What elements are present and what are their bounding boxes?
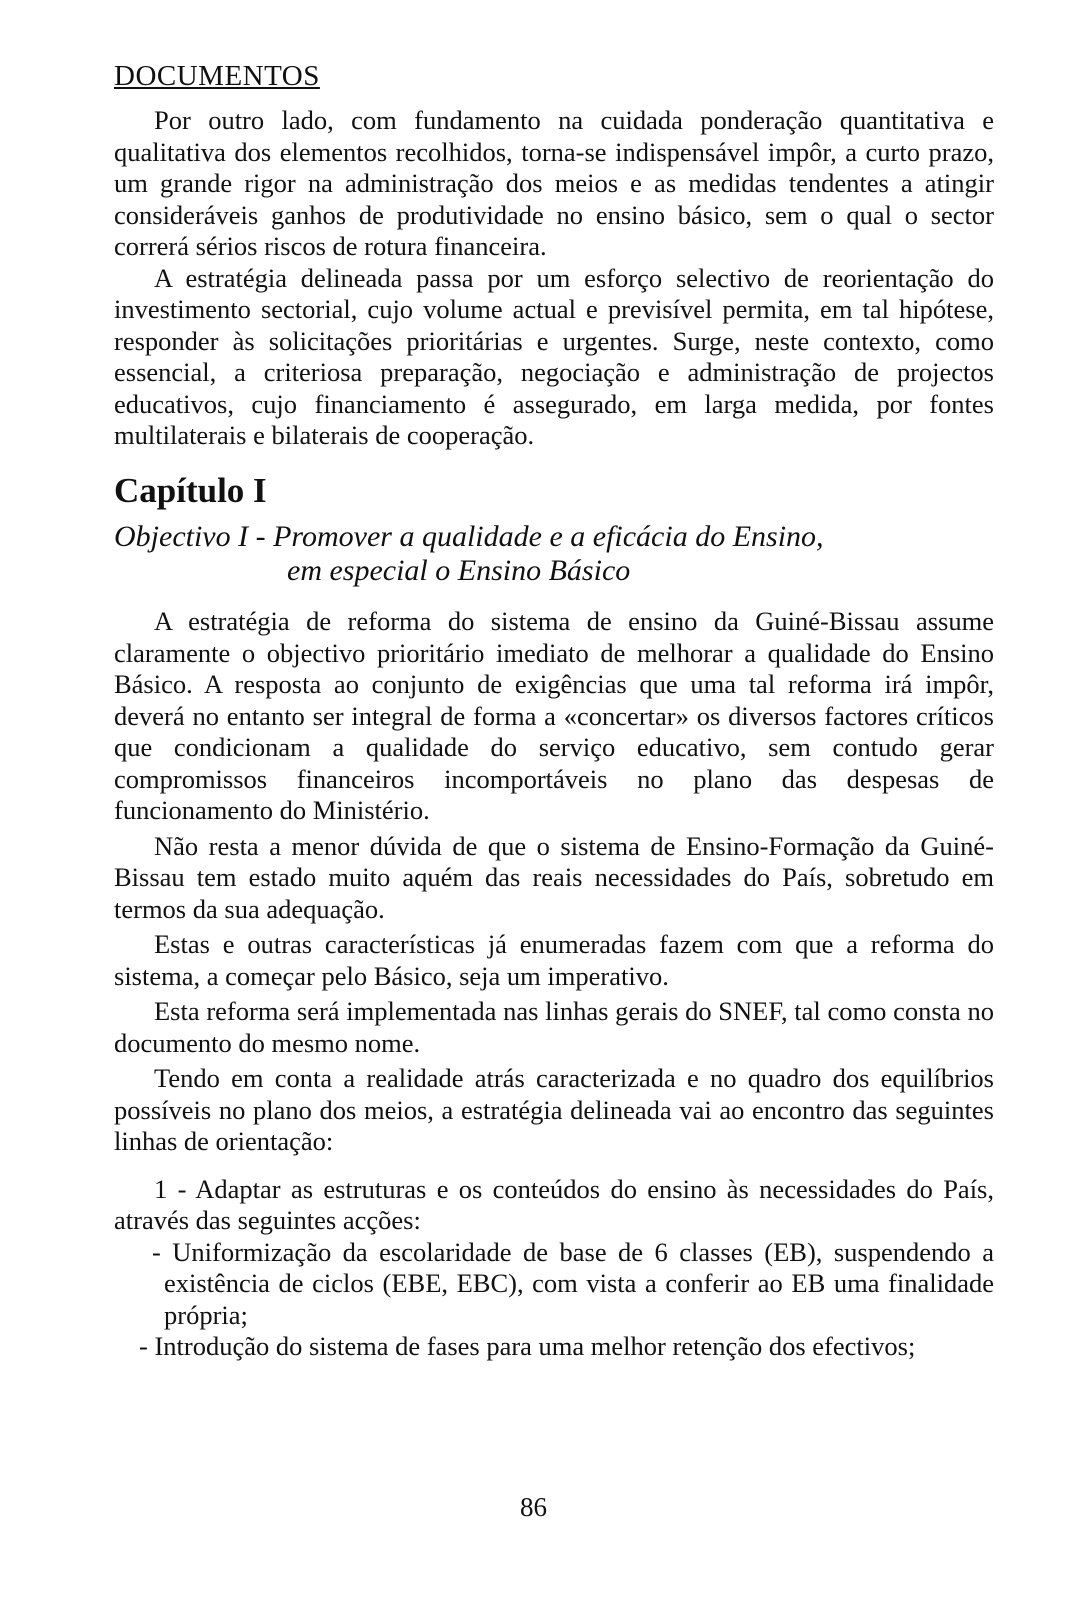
chapter-title: Capítulo I: [114, 470, 267, 510]
list-item-1: 1 - Adaptar as estruturas e os conteúdos do ensino às necessidades do País, através das seguintes acções:: [114, 1173, 994, 1235]
document-page: [114, 62, 994, 1363]
objective-heading: [114, 520, 994, 588]
intro-paragraph-2: A estratégia delineada passa por um esforço selectivo de reorientação do investimento sectorial, cujo volume actual e previsível permita, em tal hipótese, responder às solicitações prioritárias e urgentes. Surge, neste contexto, como essencial, a criteriosa preparação, negociação e administração de projectos educativos, cujo financiamento é assegurado, em larga medida, por fontes multilaterais e bilaterais de cooperação.: [114, 262, 994, 450]
objective-heading-line-1: Objectivo I - Promover a qualidade e a eficácia do Ensino,: [114, 520, 824, 553]
chapter-paragraph-3: Estas e outras características já enumeradas fazem com que a reforma do sistema, a começar pelo Básico, seja um imperativo.: [114, 929, 994, 991]
page-number: 86: [520, 1492, 547, 1522]
chapter-paragraph-4: Esta reforma será implementada nas linhas gerais do SNEF, tal como consta no documento do mesmo nome.: [114, 996, 994, 1058]
body-text: [114, 105, 994, 1363]
sub-item-2: - Introdução do sistema de fases para uma melhor retenção dos efectivos;: [139, 1331, 916, 1361]
chapter-paragraph-1: A estratégia de reforma do sistema de ensino da Guiné-Bissau assume claramente o objectivo prioritário imediato de melhorar a qualidade do Ensino Básico. A resposta ao conjunto de exigências que uma tal reforma irá impôr, deverá no entanto ser integral de forma a «concertar» os diversos factores críticos que condicionam a qualidade do serviço educativo, sem contudo gerar compromissos financeiros incomportáveis no plano das despesas de funcionamento do Ministério.: [114, 606, 994, 825]
intro-paragraph-1: Por outro lado, com fundamento na cuidada ponderação quantitativa e qualitativa dos elementos recolhidos, torna-se indispensável impôr, a curto prazo, um grande rigor na administração dos meios e as medidas tendentes a atingir consideráveis ganhos de produtividade no ensino básico, sem o qual o sector correrá sérios riscos de rotura financeira.: [114, 105, 994, 261]
chapter-paragraph-5: Tendo em conta a realidade atrás caracterizada e no quadro dos equilíbrios possíveis no plano dos meios, a estratégia delineada vai ao encontro das seguintes linhas de orientação:: [114, 1063, 994, 1156]
running-header: DOCUMENTOS: [114, 60, 320, 92]
objective-heading-line-2: em especial o Ensino Básico: [287, 554, 631, 587]
sub-item-1: - Uniformização da escolaridade de base de 6 classes (EB), suspendendo a existência de ciclos (EBE, EBC), com vista a conferir ao EB uma finalidade própria;: [152, 1236, 994, 1330]
chapter-paragraph-2: Não resta a menor dúvida de que o sistema de Ensino-Formação da Guiné-Bissau tem estado muito aquém das reais necessidades do País, sobretudo em termos da sua adequação.: [114, 830, 994, 924]
